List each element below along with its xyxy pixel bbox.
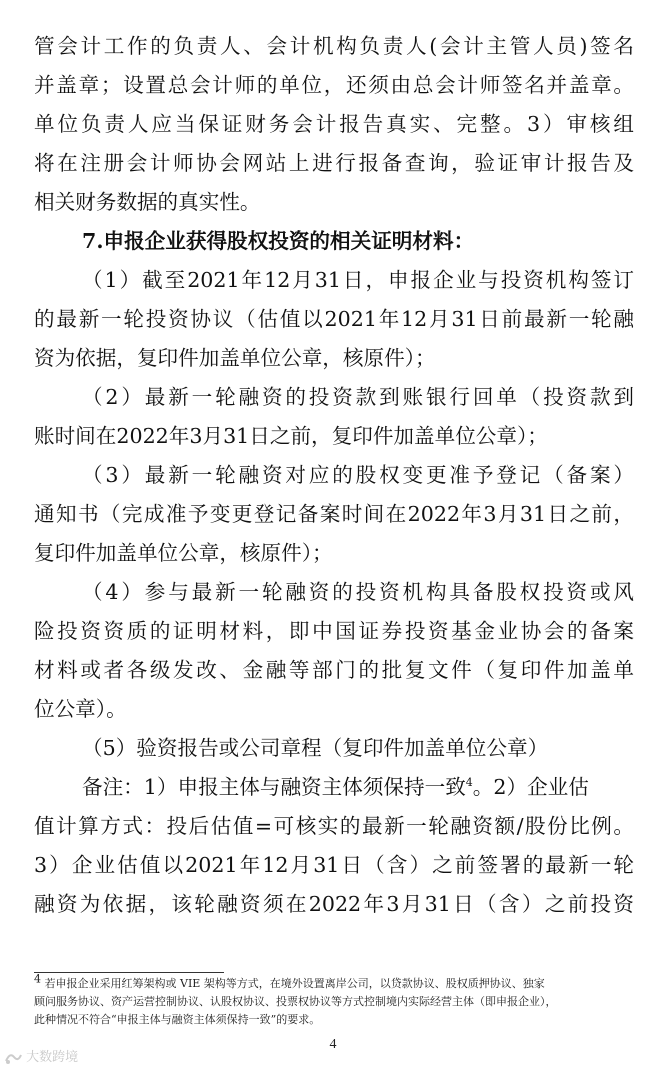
paragraph-line: 资为依据，复印件加盖单位公章，核原件）； [34,346,436,370]
paragraph-line: 位公章）。 [34,697,127,721]
paragraph-line: 复印件加盖单位公章，核原件）； [34,541,333,565]
paragraph-line: （5）验资报告或公司章程（复印件加盖单位公章） [82,736,549,760]
watermark-text: 大数跨境 [26,1050,79,1065]
paragraph-line: （4）参与最新一轮融资的投资机构具备股权投资或风 [82,580,634,604]
note-text-start: 备注：1）申报主体与融资主体须保持一致 [82,775,466,799]
section-heading: 7.申报企业获得股权投资的相关证明材料： [82,229,475,253]
paragraph-line: （1）截至2021年12月31日，申报企业与投资机构签订 [82,268,634,292]
footnote [34,972,634,1029]
paragraph-line: 将在注册会计师协会网站上进行报备查询，验证审计报告及 [34,151,634,175]
paragraph-line: （2）最新一轮融资的投资款到账银行回单（投资款到 [82,385,634,409]
paragraph-line: 险投资资质的证明材料，即中国证券投资基金业协会的备案 [34,619,634,643]
paragraph-line: （3）最新一轮融资对应的股权变更准予登记（备案） [82,463,634,487]
footnote-text: 若申报企业采用红筹架构或 VIE 架构等方式，在境外设置离岸公司，以贷款协议、股权质押协议、独家 [44,977,545,990]
paragraph-line: 账时间在2022年3月31日之前，复印件加盖单位公章）； [34,424,548,448]
document-body [34,0,634,924]
watermark [4,1046,78,1065]
footnote-line: 顾问服务协议、资产运营控制协议、认股权协议、投票权协议等方式控制境内实际经营主体（即申报企业）， [34,995,557,1008]
note-text-end: 。2）企业估 [472,775,589,799]
footnote-line [34,972,634,993]
paragraph-line: 3）企业估值以2021年12月31日（含）之前签署的最新一轮 [34,853,634,877]
paragraph-line: 管会计工作的负责人、会计机构负责人(会计主管人员)签名 [34,34,634,58]
paragraph-line: 的最新一轮投资协议（估值以2021年12月31日前最新一轮融 [34,307,634,331]
paragraph-line: 通知书（完成准予变更登记备案时间在2022年3月31日之前， [34,502,634,526]
page-number: 4 [329,1037,337,1052]
footnote-line: 此种情况不符合“申报主体与融资主体须保持一致”的要求。 [34,1013,321,1026]
footnote-divider [34,972,224,973]
paragraph-line: 材料或者各级发改、金融等部门的批复文件（复印件加盖单 [34,658,634,682]
paragraph-line: 相关财务数据的真实性。 [34,190,261,214]
paragraph-line: 融资为依据，该轮融资须在2022年3月31日（含）之前投资 [34,892,634,916]
paragraph-line: 单位负责人应当保证财务会计报告真实、完整。3）审核组 [34,112,634,136]
paragraph-line [34,768,634,807]
footnote-reference[interactable]: 4 [465,776,473,790]
watermark-logo-icon [4,1051,22,1065]
paragraph-line: 并盖章；设置总会计师的单位，还须由总会计师签名并盖章。 [34,73,634,97]
footnote-marker: 4 [34,972,41,986]
paragraph-line: 值计算方式：投后估值=可核实的最新一轮融资额/股份比例。 [34,814,634,838]
